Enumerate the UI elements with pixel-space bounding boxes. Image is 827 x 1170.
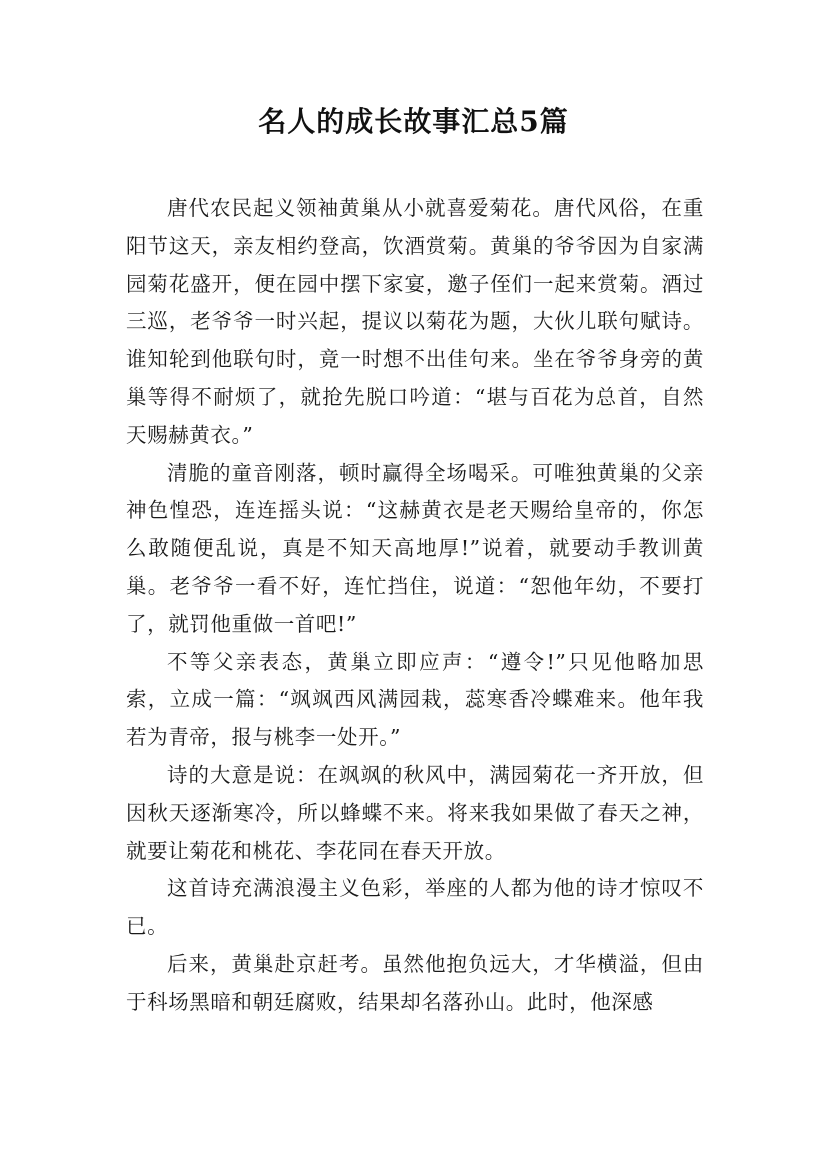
paragraph: 唐代农民起义领袖黄巢从小就喜爱菊花。唐代风俗，在重阳节这天，亲友相约登高，饮酒赏菊。黄巢的爷爷因为自家满园菊花盛开，便在园中摆下家宴，邀子侄们一起来赏菊。酒过三巡，老爷爷一时兴起，提议以菊花为题，大伙儿联句赋诗。谁知轮到他联句时，竟一时想不出佳句来。坐在爷爷身旁的黄巢等得不耐烦了，就抢先脱口吟道：“堪与百花为总首，自然天赐赫黄衣。” [126,196,704,447]
paragraph: 后来，黄巢赴京赶考。虽然他抱负远大，才华横溢，但由于科场黑暗和朝廷腐败，结果却名落孙山。此时，他深感 [126,951,704,1014]
paragraph: 清脆的童音刚落，顿时赢得全场喝采。可唯独黄巢的父亲神色惶恐，连连摇头说：“这赫黄衣是老天赐给皇帝的，你怎么敢随便乱说，真是不知天高地厚!”说着，就要动手教训黄巢。老爷爷一看不好，连忙挡住，说道：“恕他年幼，不要打了，就罚他重做一首吧!” [126,460,704,636]
document-title: 名人的成长故事汇总5篇 [258,105,569,138]
paragraph: 这首诗充满浪漫主义色彩，举座的人都为他的诗才惊叹不已。 [126,876,704,939]
document-body [126,190,704,1022]
paragraph: 诗的大意是说：在飒飒的秋风中，满园菊花一齐开放，但因秋天逐渐寒冷，所以蜂蝶不来。将来我如果做了春天之神，就要让菊花和桃花、李花同在春天开放。 [126,762,704,863]
paragraph: 不等父亲表态，黄巢立即应声：“遵令!”只见他略加思索，立成一篇：“飒飒西风满园栽，蕊寒香冷蝶难来。他年我若为青帝，报与桃李一处开。” [126,649,704,750]
